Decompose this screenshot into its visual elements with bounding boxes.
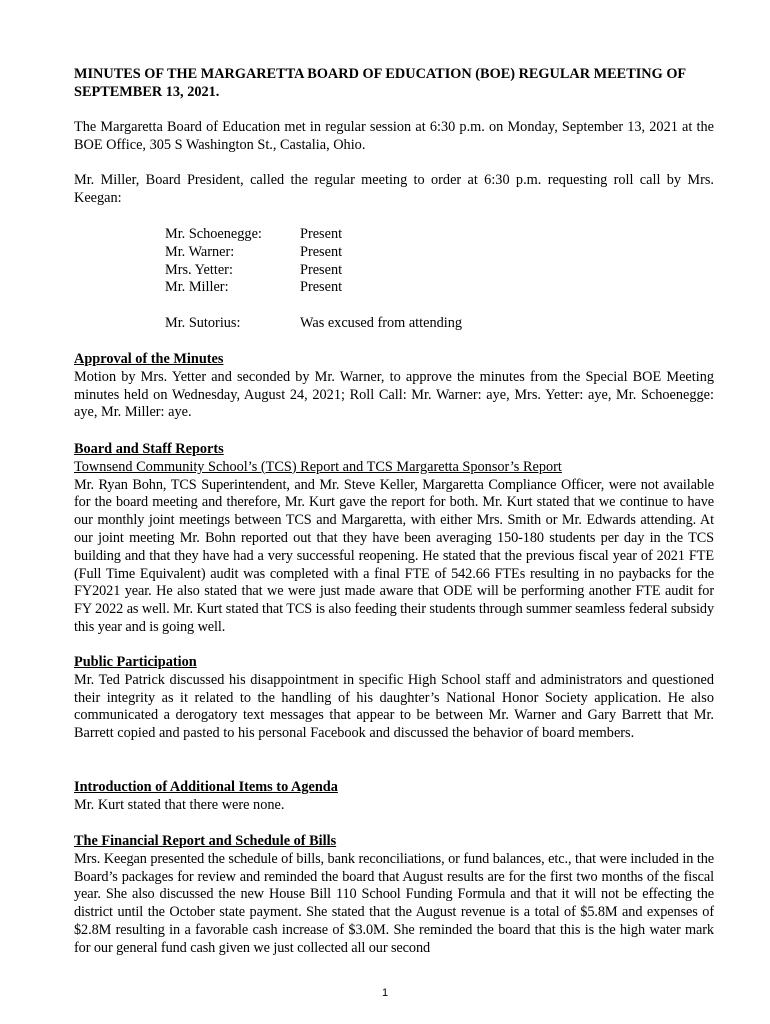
page-number: 1 [381,987,389,999]
section-text: Mr. Ted Patrick discussed his disappointment in specific High School staff and administrators and questioned their integrity as it related to the handling of his daughter’s National Honor Society application. He also communicated a derogatory text messages that appear to be between Mr. Warner and Gary Barrett that Mr. Barrett copied and pasted to his personal Facebook and discussed the behavior of board members. [74,671,714,742]
document-title: MINUTES OF THE MARGARETTA BOARD OF EDUCATION (BOE) REGULAR MEETING OF SEPTEMBER 13, 2021. [74,66,686,100]
roll-call-row [165,262,565,280]
roll-call-row [165,226,565,244]
intro-paragraph: The Margaretta Board of Education met in regular session at 6:30 p.m. on Monday, September 13, 2021 at the BOE Office, 305 S Washington St., Castalia, Ohio. [74,119,714,153]
section-text: Mr. Kurt stated that there were none. [74,796,285,813]
roll-call-status: Present [300,226,343,242]
section-text: Motion by Mrs. Yetter and seconded by Mr. Warner, to approve the minutes from the Special BOE Meeting minutes held on Wednesday, August 24, 2021; Roll Call: Mr. Warner: aye, Mrs. Yetter: aye, Mr. Schoenegge: aye, Mr. Miller: aye. [74,368,714,421]
roll-call-list [165,226,565,333]
roll-call-row [165,279,565,297]
section-text: Mrs. Keegan presented the schedule of bills, bank reconciliations, or fund balances, etc., that were included in the Board’s packages for review and reminded the board that August results are for the first two months of the fiscal year. She also discussed the new House Bill 110 School Funding Formula and that it will not be effecting the district until the October state payment. She stated that the August revenue is a total of $5.8M and expenses of $2.8M resulting in a favorable cash increase of $3.0M. She reminded the board that this is the high water mark for our general fund cash given we just collected all our second [74,850,714,956]
roll-call-name: Mrs. Yetter: [165,261,233,278]
roll-call-status: Present [300,261,343,278]
section-heading: The Financial Report and Schedule of Bills [74,833,337,849]
call-to-order-paragraph: Mr. Miller, Board President, called the regular meeting to order at 6:30 p.m. requesting roll call by Mrs. Keegan: [74,172,714,206]
section-heading: Public Participation [74,654,197,670]
roll-call-status: Present [300,243,343,260]
roll-call-name: Mr. Miller: [165,279,229,296]
roll-call-status: Was excused from attending [300,314,463,331]
section-heading: Approval of the Minutes [74,351,224,367]
roll-call-status: Present [300,279,343,296]
section-approval [74,351,714,422]
section-text: Mr. Ryan Bohn, TCS Superintendent, and Mr. Steve Keller, Margaretta Compliance Officer, were not available for the board meeting and therefore, Mr. Kurt gave the report for both. Mr. Kurt stated that we continue to have our monthly joint meetings between TCS and Margaretta, with either Mrs. Smith or Mr. Edwards attending. At our joint meeting Mr. Bohn reported out that they have been averaging 150-180 students per day in the TCS building and that they have had a very successful reopening. He stated that the previous fiscal year of 2021 FTE (Full Time Equivalent) audit was completed with a final FTE of 542.66 FTEs resulting in no paybacks for the FY2021 year. He also stated that we were just made aware that ODE will be performing another FTE audit for FY 2022 as well. Mr. Kurt stated that TCS is also feeding their students through summer seamless federal subsidy this year and is going well. [74,476,715,635]
section-additional-items [74,779,714,815]
section-financial-report [74,833,714,958]
section-reports [74,441,714,637]
roll-call-name: Mr. Schoenegge: [165,226,262,242]
section-public-participation [74,654,714,743]
roll-call-name: Mr. Sutorius: [165,314,241,331]
section-subheading: Townsend Community School’s (TCS) Report and TCS Margaretta Sponsor’s Report [74,458,562,475]
roll-call-name: Mr. Warner: [165,243,235,260]
section-heading: Board and Staff Reports [74,441,224,457]
roll-call-spacer [165,297,565,315]
roll-call-excused-row [165,315,565,333]
section-heading: Introduction of Additional Items to Agenda [74,779,338,795]
roll-call-row [165,244,565,262]
